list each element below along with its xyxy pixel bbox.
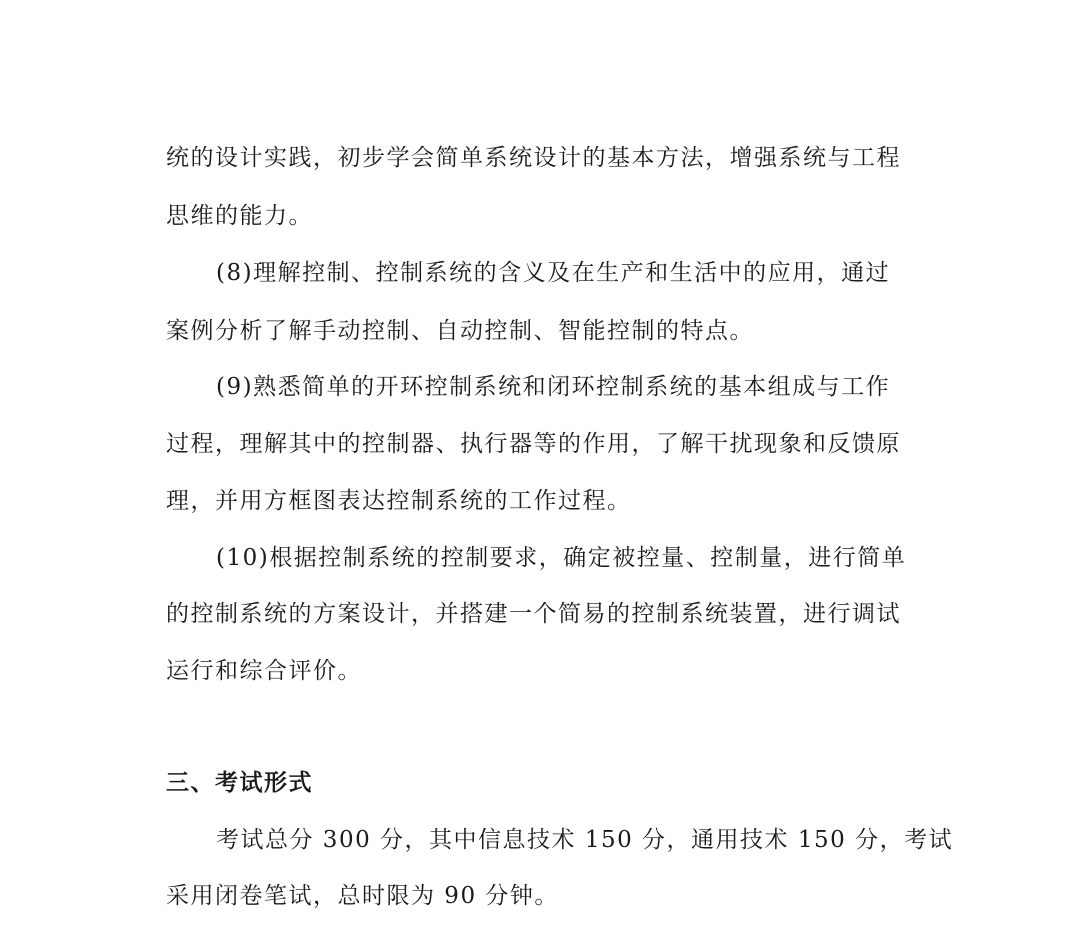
list-item-9-line: (9)熟悉简单的开环控制系统和闭环控制系统的基本组成与工作 <box>216 374 891 400</box>
list-item-9-line: 理，并用方框图表达控制系统的工作过程。 <box>166 488 632 514</box>
list-item-10-line: 运行和综合评价。 <box>166 658 362 684</box>
list-item-10-line: 的控制系统的方案设计，并搭建一个简易的控制系统装置，进行调试 <box>166 601 901 627</box>
section-paragraph-line: 考试总分 300 分，其中信息技术 150 分，通用技术 150 分，考试 <box>216 827 954 853</box>
list-item-9-line: 过程，理解其中的控制器、执行器等的作用，了解干扰现象和反馈原 <box>166 431 901 457</box>
list-item-8-line: (8)理解控制、控制系统的含义及在生产和生活中的应用，通过 <box>216 260 891 286</box>
section-heading: 三、考试形式 <box>166 769 313 796</box>
list-item-8-line: 案例分析了解手动控制、自动控制、智能控制的特点。 <box>166 318 754 344</box>
section-paragraph-line: 采用闭卷笔试，总时限为 90 分钟。 <box>166 883 559 909</box>
paragraph-line: 思维的能力。 <box>166 203 313 229</box>
paragraph-line: 统的设计实践，初步学会简单系统设计的基本方法，增强系统与工程 <box>166 145 901 171</box>
list-item-10-line: (10)根据控制系统的控制要求，确定被控量、控制量，进行简单 <box>216 545 907 571</box>
